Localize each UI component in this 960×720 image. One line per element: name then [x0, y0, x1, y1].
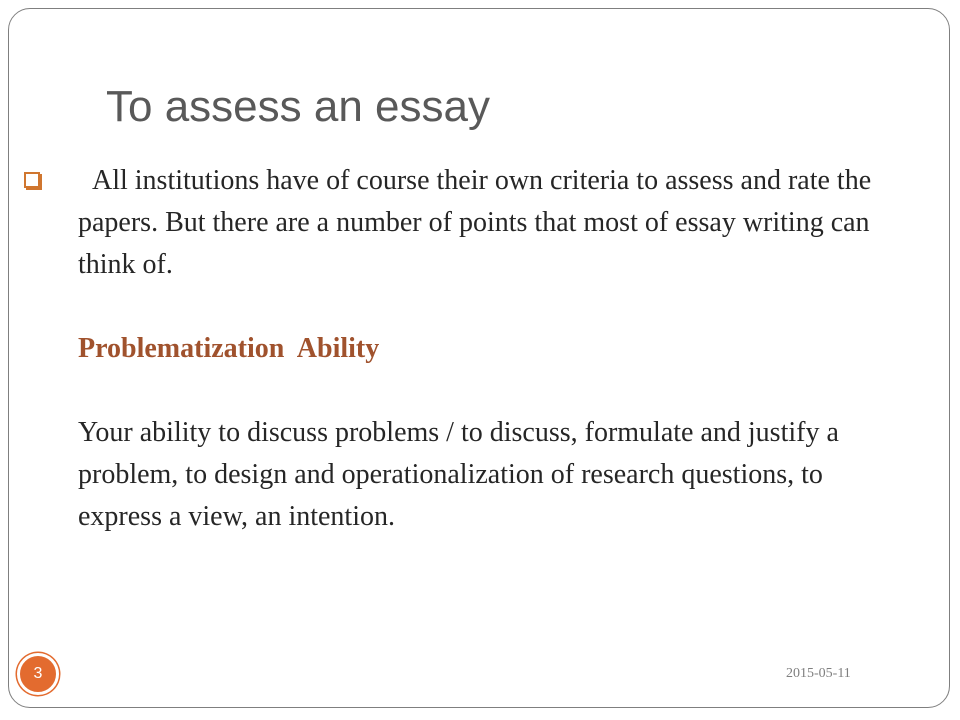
slide-title: To assess an essay: [106, 82, 490, 131]
page-number-badge: [17, 653, 59, 695]
section-text: Your ability to discuss problems / to discuss, formulate and justify a problem, to design and operationalization of research questions, to express a view, an intention.: [78, 417, 839, 532]
bullet-item: [78, 160, 878, 286]
slide-body: [78, 160, 878, 538]
hollow-square-bullet-icon: [24, 172, 40, 188]
bullet-text: All institutions have of course their own criteria to assess and rate the papers. But there are a number of points that most of essay writing can think of.: [78, 165, 872, 280]
section-heading: Problematization Ability: [78, 333, 380, 364]
slide-date: 2015-05-11: [786, 666, 851, 681]
page-number: 3: [33, 665, 43, 682]
